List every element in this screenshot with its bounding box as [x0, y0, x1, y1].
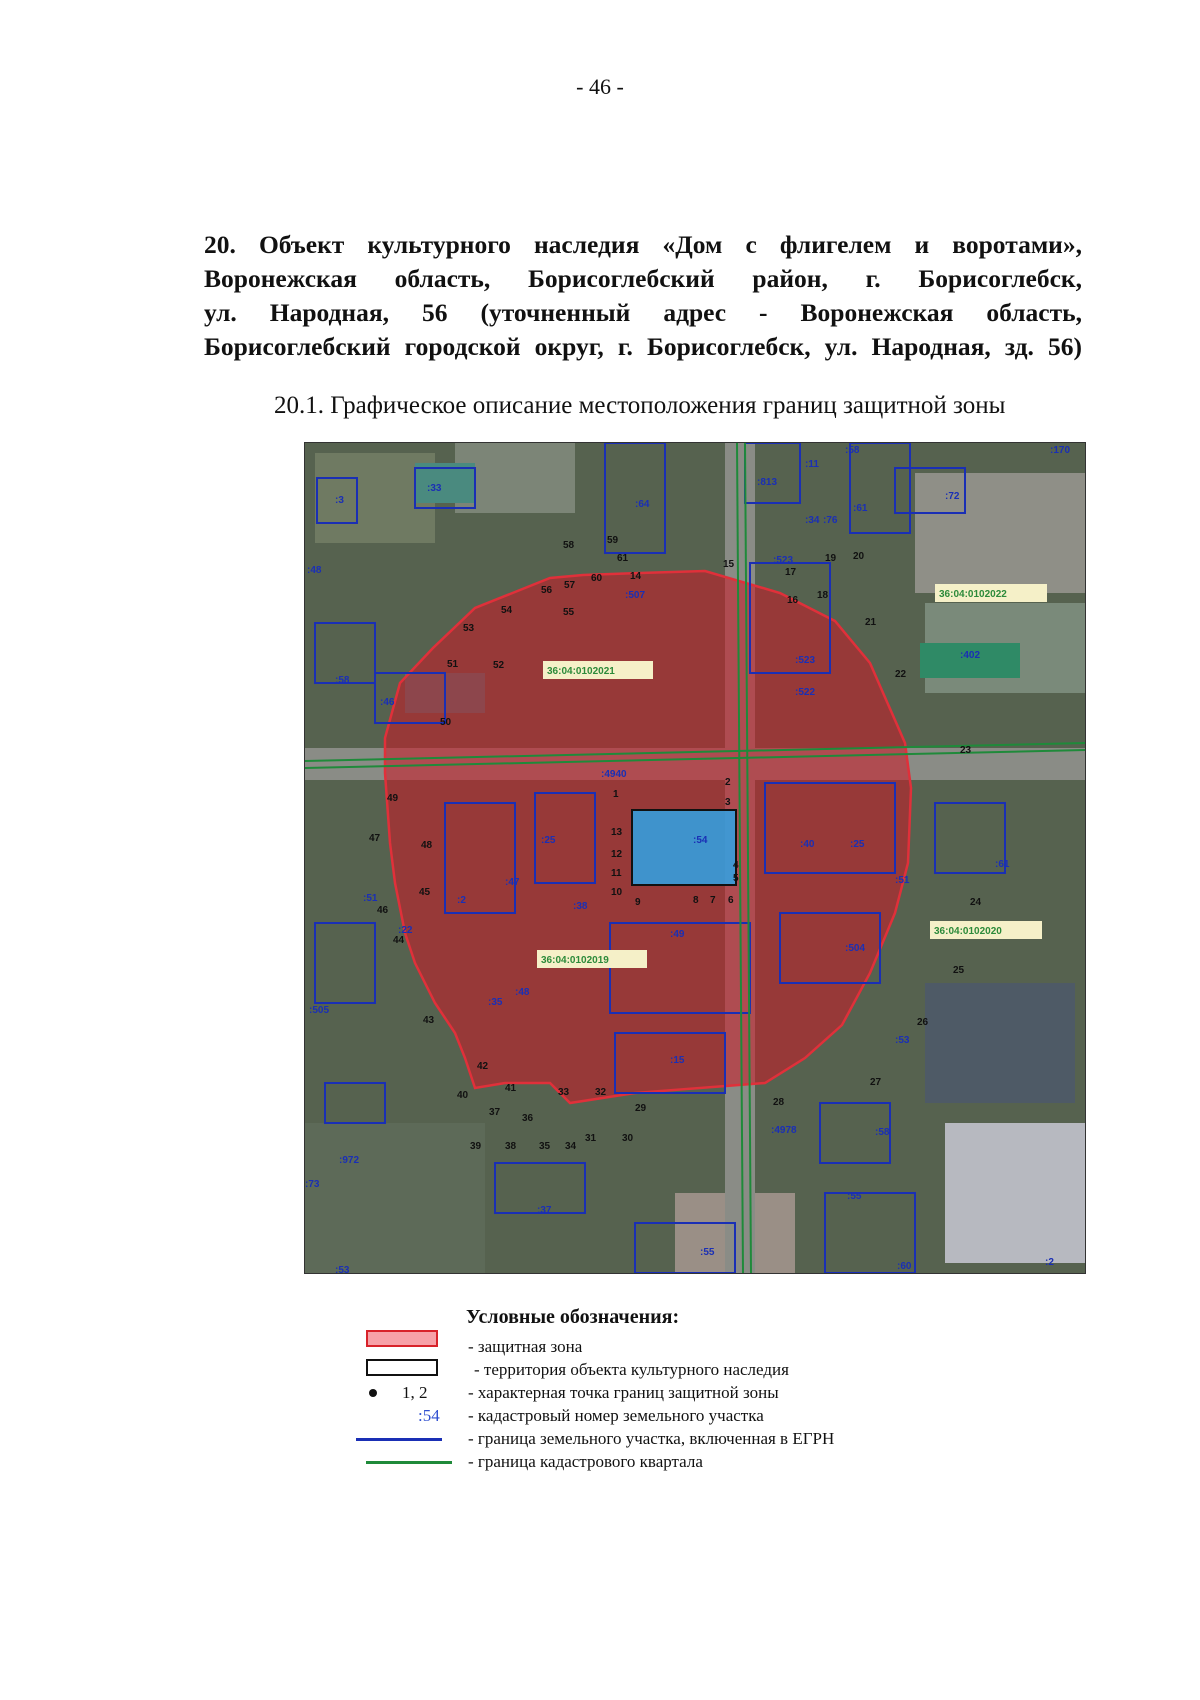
parcel-label: :507	[625, 590, 646, 601]
legend-text: - кадастровый номер земельного участка	[468, 1406, 764, 1425]
point-label: 24	[970, 897, 982, 908]
parcel-label: :402	[960, 650, 981, 661]
parcel-label: :35	[488, 997, 503, 1008]
object-heading	[204, 228, 1082, 364]
point-label: 51	[447, 659, 459, 670]
point-label: 34	[565, 1141, 577, 1152]
legend-item-cadastral-number	[356, 1405, 1056, 1428]
parcel-label: :51	[895, 875, 910, 886]
parcel-label: :61	[853, 503, 868, 514]
point-label: 21	[865, 617, 877, 628]
point-label: 38	[505, 1141, 517, 1152]
point-label: 11	[611, 868, 622, 879]
point-label: 41	[505, 1083, 517, 1094]
legend-text: - характерная точка границ защитной зоны	[468, 1383, 779, 1402]
protection-zone-map	[304, 442, 1086, 1274]
point-label: 43	[423, 1015, 435, 1026]
point-label: 17	[785, 567, 797, 578]
legend-text: - граница земельного участка, включенная в ЕГРН	[468, 1429, 835, 1448]
point-label: 32	[595, 1087, 607, 1098]
parcel-label: :55	[847, 1191, 862, 1202]
point-symbol-label: 1, 2	[402, 1383, 428, 1402]
point-label: 29	[635, 1103, 647, 1114]
point-label: 12	[611, 849, 623, 860]
point-label: 49	[387, 793, 399, 804]
heading-line-2: Воронежская область, Борисоглебский район, г. Борисоглебск,	[204, 264, 1082, 293]
parcel-label: :4978	[771, 1125, 797, 1136]
point-label: 55	[563, 607, 575, 618]
point-label: 39	[470, 1141, 482, 1152]
heading-line-3: ул. Народная, 56 (уточненный адрес - Воронежская область,	[204, 298, 1082, 327]
legend-item-quarter-line	[356, 1451, 1056, 1474]
point-label: 59	[607, 535, 619, 546]
parcel-label: :53	[335, 1265, 350, 1273]
parcel-label: :15	[670, 1055, 685, 1066]
point-label: 46	[377, 905, 389, 916]
aerial-patch	[925, 983, 1075, 1103]
legend-item-zone	[356, 1336, 1056, 1359]
page-number: - 46 -	[576, 74, 624, 99]
point-dot-icon	[369, 1389, 377, 1397]
aerial-patch	[305, 1123, 485, 1273]
point-label: 20	[853, 551, 865, 562]
point-label: 47	[369, 833, 381, 844]
point-label: 50	[440, 717, 452, 728]
point-label: 48	[421, 840, 433, 851]
point-label: 1	[613, 789, 619, 800]
parcel-label: :25	[850, 839, 865, 850]
point-label: 13	[611, 827, 623, 838]
parcel-label: :34	[805, 515, 820, 526]
point-label: 56	[541, 585, 553, 596]
parcel-label: :73	[305, 1179, 320, 1190]
point-label: 8	[693, 895, 699, 906]
parcel-label: :3	[335, 495, 344, 506]
heading-line-4: Борисоглебский городской округ, г. Борисоглебск, ул. Народная, зд. 56)	[204, 332, 1082, 361]
parcel-label: :55	[700, 1247, 715, 1258]
aerial-patch	[945, 1123, 1085, 1263]
parcel-label: :22	[398, 925, 413, 936]
point-label: 37	[489, 1107, 501, 1118]
parcel-label: :53	[895, 1035, 910, 1046]
heading-line-1: 20. Объект культурного наследия «Дом с флигелем и воротами»,	[204, 230, 1082, 259]
parcel-label: :2	[1045, 1257, 1054, 1268]
map-canvas	[305, 443, 1085, 1273]
parcel-label: :58	[875, 1127, 890, 1138]
legend-item-point	[356, 1382, 1056, 1405]
point-label: 14	[630, 571, 642, 582]
parcel-label: :64	[635, 499, 650, 510]
point-label: 19	[825, 553, 837, 564]
parcel-label: :47	[505, 877, 520, 888]
parcel-label: :58	[335, 675, 350, 686]
point-label: 25	[953, 965, 965, 976]
point-label: 18	[817, 590, 829, 601]
zone-swatch	[366, 1330, 438, 1347]
point-label: 31	[585, 1133, 597, 1144]
point-label: 54	[501, 605, 513, 616]
parcel-label: :40	[800, 839, 815, 850]
point-label: 5	[733, 873, 739, 884]
parcel-label: :76	[823, 515, 838, 526]
point-label: 16	[787, 595, 799, 606]
parcel-label: :4940	[601, 769, 627, 780]
point-label: 35	[539, 1141, 551, 1152]
point-label: 26	[917, 1017, 929, 1028]
point-label: 53	[463, 623, 475, 634]
parcel-label: :38	[573, 901, 588, 912]
territory-swatch	[366, 1359, 438, 1376]
parcel-label: :58	[845, 445, 860, 456]
point-label: 2	[725, 777, 731, 788]
blue-line-swatch	[356, 1438, 442, 1441]
parcel-label: :523	[795, 655, 816, 666]
parcel-label: :61	[995, 859, 1010, 870]
point-label: 10	[611, 887, 623, 898]
parcel-label: :48	[515, 987, 530, 998]
legend-item-territory	[356, 1359, 1056, 1382]
point-label: 23	[960, 745, 972, 756]
point-label: 30	[622, 1133, 634, 1144]
parcel-label: :813	[757, 477, 778, 488]
parcel-label: :972	[339, 1155, 360, 1166]
parcel-label: :37	[537, 1205, 552, 1216]
point-label: 40	[457, 1090, 469, 1101]
parcel-label: :11	[805, 459, 819, 470]
point-label: 44	[393, 935, 405, 946]
point-label: 9	[635, 897, 641, 908]
green-line-swatch	[366, 1461, 452, 1464]
parcel-label: :49	[670, 929, 685, 940]
parcel-label: :505	[309, 1005, 330, 1016]
legend-title: Условные обозначения:	[466, 1306, 680, 1328]
parcel-label: :51	[363, 893, 378, 904]
legend-text: - защитная зона	[468, 1337, 583, 1356]
legend-text: - граница кадастрового квартала	[468, 1452, 703, 1471]
parcel-label: :54	[693, 835, 708, 846]
quarter-label: 36:04:0102021	[547, 666, 615, 677]
heritage-object-territory	[632, 810, 736, 885]
point-label: 45	[419, 887, 431, 898]
parcel-label: :48	[307, 565, 322, 576]
point-label: 7	[710, 895, 716, 906]
parcel-label: :25	[541, 835, 556, 846]
point-label: 42	[477, 1061, 489, 1072]
point-label: 36	[522, 1113, 534, 1124]
legend	[356, 1336, 1056, 1474]
parcel-label: :504	[845, 943, 866, 954]
point-label: 60	[591, 573, 603, 584]
point-label: 52	[493, 660, 505, 671]
cadastral-symbol-label: :54	[418, 1406, 440, 1425]
quarter-label: 36:04:0102022	[939, 589, 1007, 600]
parcel-label: :2	[457, 895, 466, 906]
section-subheading: 20.1. Графическое описание местоположения границ защитной зоны	[274, 392, 1006, 419]
point-label: 33	[558, 1087, 570, 1098]
aerial-patch	[915, 473, 1085, 593]
parcel-label: :523	[773, 555, 794, 566]
point-label: 4	[733, 860, 739, 871]
point-label: 61	[617, 553, 629, 564]
parcel-label: :72	[945, 491, 960, 502]
point-label: 15	[723, 559, 735, 570]
point-label: 27	[870, 1077, 882, 1088]
point-label: 6	[728, 895, 734, 906]
point-label: 57	[564, 580, 576, 591]
parcel-label: :522	[795, 687, 816, 698]
point-label: 58	[563, 540, 575, 551]
quarter-label: 36:04:0102019	[541, 955, 609, 966]
legend-item-parcel-line	[356, 1428, 1056, 1451]
parcel-label: :60	[897, 1261, 912, 1272]
quarter-label: 36:04:0102020	[934, 926, 1002, 937]
parcel-label: :46	[380, 697, 395, 708]
parcel-label: :170	[1050, 445, 1071, 456]
point-label: 22	[895, 669, 907, 680]
parcel-label: :33	[427, 483, 442, 494]
point-label: 28	[773, 1097, 785, 1108]
legend-text: - территория объекта культурного наследия	[474, 1360, 789, 1379]
point-label: 3	[725, 797, 731, 808]
